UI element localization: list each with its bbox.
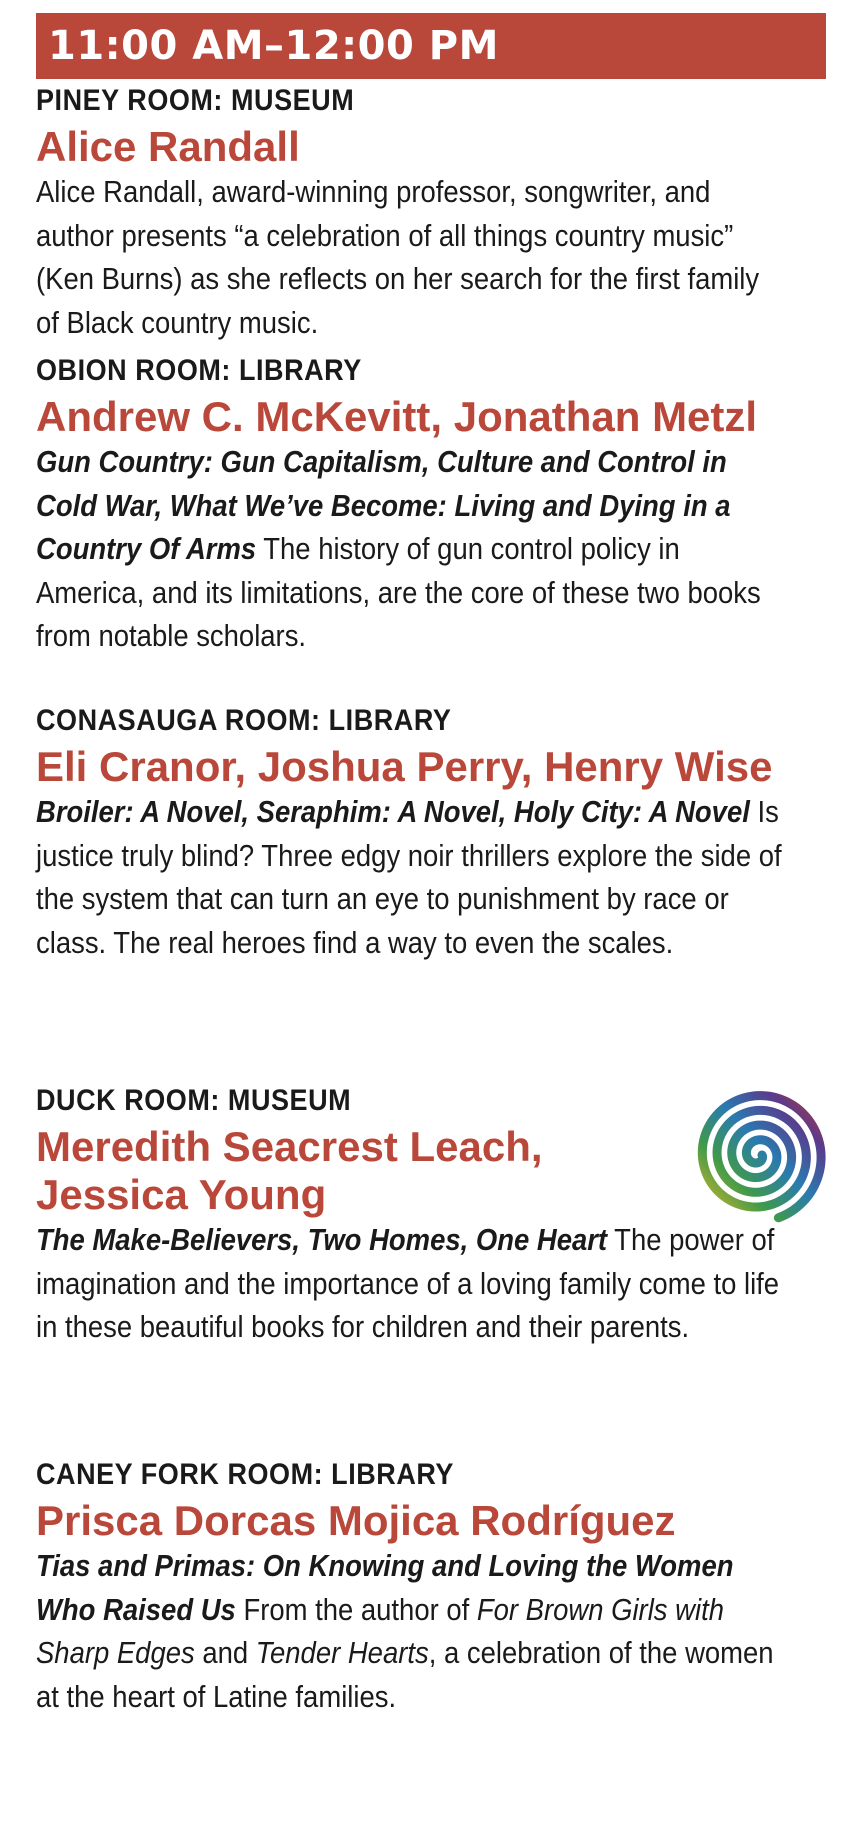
session-description [36,1219,783,1350]
referenced-book-title: For Brown Girls with Sharp Edges [36,1592,724,1670]
rainbow-spiral-icon [684,1081,832,1229]
room-label: CANEY FORK ROOM: LIBRARY [36,1458,454,1491]
session-description [36,171,783,345]
author-names: Prisca Dorcas Mojica Rodríguez [36,1497,676,1544]
session-conasauga-room [36,701,826,965]
room-label: OBION ROOM: LIBRARY [36,354,362,387]
author-names: Alice Randall [36,123,300,170]
book-titles: The Make-Believers, Two Homes, One Heart [36,1223,608,1257]
room-label: CONASAUGA ROOM: LIBRARY [36,704,452,737]
author-names-line-1: Meredith Seacrest Leach, [36,1123,543,1170]
description-text: , a celebration of the women at the heart of Latine families. [36,1636,774,1714]
description-text: and [194,1636,256,1670]
session-obion-room [36,351,826,659]
description-text: The power of imagination and the importance of a loving family come to life in these beautiful books for children and their parents. [36,1223,780,1344]
description-text: Is justice truly blind? Three edgy noir thrillers explore the side of the system that can turn an eye to punishment by race or class. The real heroes find a way to even the scales. [36,795,782,960]
room-label: PINEY ROOM: MUSEUM [36,84,355,117]
author-names: Eli Cranor, Joshua Perry, Henry Wise [36,743,773,790]
description-text: From the author of [235,1592,477,1627]
session-duck-room [36,1081,826,1350]
session-caney-fork-room [36,1455,826,1719]
description-text: The history of gun control policy in America, and its limitations, are the core of these two books from notable scholars. [36,532,761,653]
schedule-page [36,13,826,1714]
book-titles: Tias and Primas: On Knowing and Loving the Women Who Raised Us [36,1549,734,1627]
session-description [36,791,783,965]
room-label: DUCK ROOM: MUSEUM [36,1084,352,1117]
book-titles: Gun Country: Gun Capitalism, Culture and Control in Cold War, What We’ve Become: Living and Dying in a Country Of Arms [36,445,731,566]
session-piney-room [36,81,826,345]
time-slot-banner [36,13,826,79]
session-description [36,441,783,659]
session-description [36,1545,783,1719]
author-names: Andrew C. McKevitt, Jonathan Metzl [36,393,758,440]
time-slot-label: 11:00 AM–12:00 PM [48,23,499,69]
description-text: Alice Randall, award-winning professor, songwriter, and author presents “a celebration of all things country music” (Ken Burns) as she reflects on her search for the first family of Black country music. [36,175,760,340]
referenced-book-title: Tender Hearts [255,1636,429,1670]
author-names-line-2: Jessica Young [36,1171,327,1218]
book-titles: Broiler: A Novel, Seraphim: A Novel, Holy City: A Novel [36,795,750,829]
